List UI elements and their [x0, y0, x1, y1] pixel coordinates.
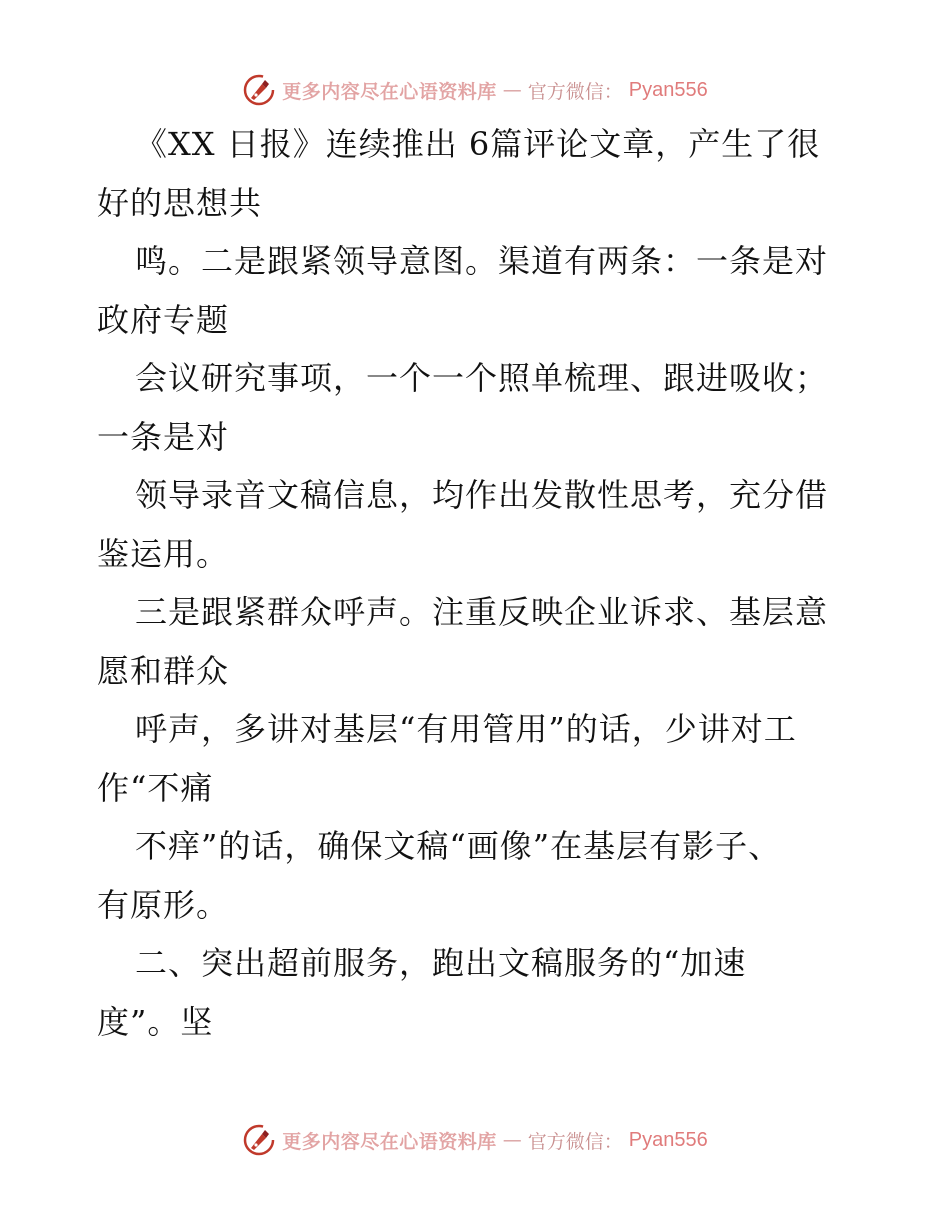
watermark-separator: — — [502, 1129, 522, 1151]
watermark-brand: 更多内容尽在心语资料库 — [282, 80, 497, 103]
text-line: 有原形。 — [97, 885, 230, 924]
text-line: 会议研究事项，一个一个照单梳理、跟进吸收； — [135, 359, 829, 397]
footer-watermark — [0, 1118, 950, 1162]
text-line: 领导录音文稿信息，均作出发散性思考，充分借 — [135, 476, 829, 514]
pen-nib-logo-icon — [242, 73, 276, 107]
watermark-official-label: 官方微信： — [527, 1130, 623, 1153]
text-line: 三是跟紧群众呼声。注重反映企业诉求、基层意 — [135, 593, 829, 631]
text-line: 二、突出超前服务，跑出文稿服务的“加速 — [135, 944, 747, 982]
text-line: 《XX 日报》连续推出 6篇评论文章，产生了很 — [135, 125, 821, 163]
text-line: 好的思想共 — [97, 183, 263, 222]
text-line: 鸣。二是跟紧领导意图。渠道有两条：一条是对 — [135, 242, 829, 280]
watermark-official-label: 官方微信： — [527, 80, 623, 103]
document-body — [97, 115, 877, 1051]
text-line: 不痒”的话，确保文稿“画像”在基层有影子、 — [135, 827, 782, 865]
text-line: 鉴运用。 — [97, 534, 230, 573]
text-line: 呼声，多讲对基层“有用管用”的话，少讲对工 — [135, 710, 797, 748]
text-line: 愿和群众 — [97, 651, 230, 690]
header-watermark — [0, 68, 950, 112]
text-line: 度”。坚 — [97, 1002, 214, 1041]
pen-nib-logo-icon — [242, 1123, 276, 1157]
text-line: 一条是对 — [97, 417, 230, 456]
watermark-handle: Pyan556 — [628, 1128, 708, 1151]
text-line: 作“不痛 — [97, 768, 214, 807]
watermark-handle: Pyan556 — [628, 78, 708, 101]
watermark-separator: — — [502, 79, 522, 101]
watermark-brand: 更多内容尽在心语资料库 — [282, 1130, 497, 1153]
text-line: 政府专题 — [97, 300, 230, 339]
